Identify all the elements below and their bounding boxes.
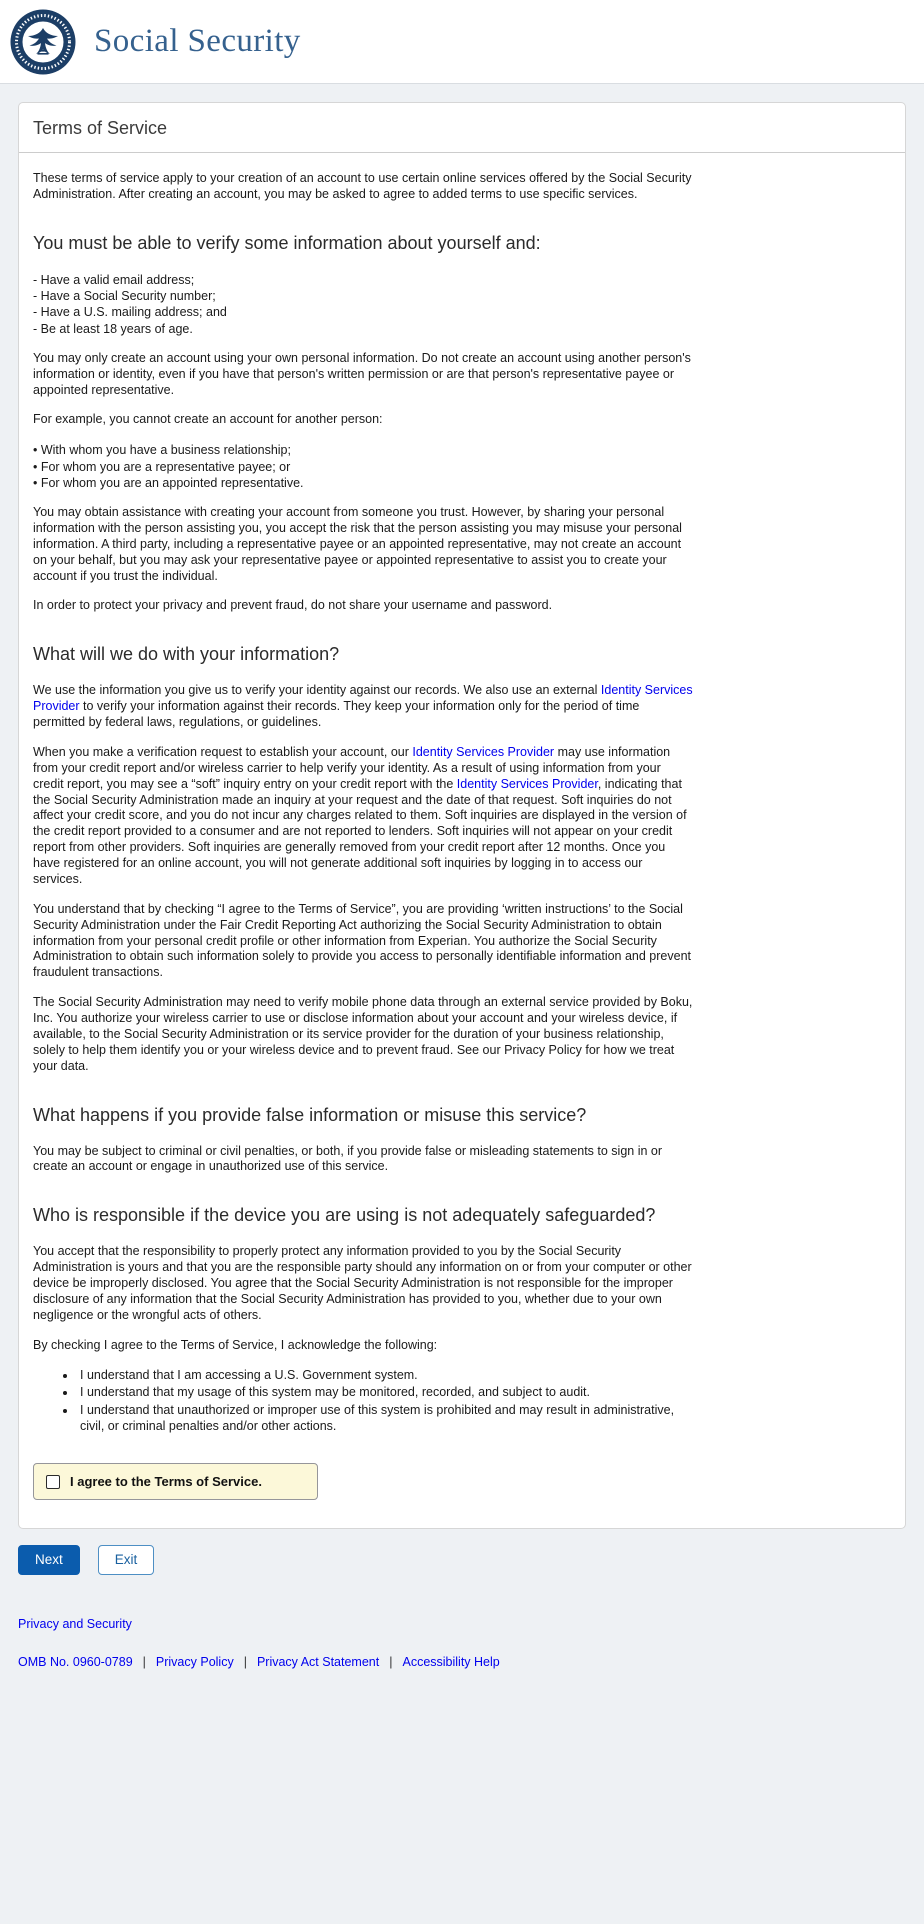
list-item: • I understand that unauthorized or improper use of this system is prohibited and may result in administrative, civil, or criminal penalties and/or other actions. — [77, 1403, 693, 1435]
privacy-act-statement-link[interactable]: Privacy Act Statement — [256, 1654, 380, 1669]
paragraph-info-1 — [33, 683, 693, 731]
text-segment: We use the information you give us to verify your identity against our records. We also use an external — [33, 683, 601, 698]
site-footer — [0, 1593, 924, 1709]
footer-links-row — [18, 1655, 906, 1669]
site-header — [0, 0, 924, 84]
agree-box — [33, 1463, 318, 1500]
heading-verify: You must be able to verify some information about yourself and: — [33, 232, 541, 253]
list-item: • I understand that my usage of this system may be monitored, recorded, and subject to audit. — [77, 1385, 693, 1401]
heading-information: What will we do with your information? — [33, 644, 340, 665]
text-segment: When you make a verification request to establish your account, our — [33, 744, 413, 759]
list-item: - Have a valid email address; — [33, 272, 195, 287]
ssa-seal-logo-icon — [10, 9, 76, 75]
identity-services-provider-link[interactable]: Identity Services Provider — [456, 776, 598, 791]
separator: | — [142, 1654, 146, 1669]
separator: | — [243, 1654, 247, 1669]
accessibility-help-link[interactable]: Accessibility Help — [402, 1654, 500, 1669]
paragraph-false-info: You may be subject to criminal or civil penalties, or both, if you provide false or misleading statements to sign in or create an account or engage in unauthorized use of this service. — [33, 1143, 663, 1174]
main-content — [0, 84, 924, 1593]
list-item: - Have a U.S. mailing address; and — [33, 305, 227, 320]
text-segment: may use information from your credit report and/or wireless carrier to help verify your identity. As a result of using information from your credit report, you may see a “soft” inquiry entry on your credit report with the — [33, 744, 671, 791]
brand-title: Social Security — [94, 23, 301, 59]
paragraph-example-intro: For example, you cannot create an account for another person: — [33, 412, 383, 427]
example-list — [33, 442, 693, 491]
paragraph-assistance: You may obtain assistance with creating your account from someone you trust. However, by sharing your personal information with the person assisting you, you accept the risk that the person assisting you may misuse your personal information. A third party, including a representative payee or an appointed representative, may not create an account on your behalf, but you may ask your representative payee or appointed representative to assist you to create your account if you trust the individual. — [33, 505, 682, 583]
agree-checkbox[interactable] — [46, 1475, 60, 1489]
heading-false-info: What happens if you provide false information or misuse this service? — [33, 1104, 587, 1125]
paragraph-acknowledge-intro: By checking I agree to the Terms of Service, I acknowledge the following: — [33, 1337, 438, 1352]
paragraph-device: You accept that the responsibility to properly protect any information provided to you by the Social Security Administration is yours and that you are the responsible party should any information on or from your computer or other device be improperly disclosed. You agree that the Social Security Administration is not responsible for the improper disclosure of any information that the Social Security Administration has provided to you, whether due to your own negligence or the wrongful acts of others. — [33, 1244, 692, 1322]
privacy-policy-link[interactable]: Privacy Policy — [155, 1654, 234, 1669]
paragraph-boku: The Social Security Administration may need to verify mobile phone data through an external service provided by Boku, Inc. You authorize your wireless carrier to use or disclose information about your account and your wireless device, if available, to the Social Security Administration or its service provider for the duration of your business relationship, solely to help them identify you or your wireless device and to prevent fraud. See our Privacy Policy for how we treat your data. — [33, 995, 693, 1073]
paragraph-privacy-note: In order to protect your privacy and prevent fraud, do not share your username and password. — [33, 598, 553, 613]
terms-card — [18, 102, 906, 1529]
omb-number-link[interactable]: OMB No. 0960-0789 — [18, 1654, 133, 1669]
list-item: • With whom you have a business relationship; — [33, 443, 291, 458]
identity-services-provider-link[interactable]: Identity Services Provider — [412, 744, 555, 759]
paragraph-info-2 — [33, 745, 693, 888]
acknowledge-list — [33, 1368, 693, 1436]
exit-button[interactable]: Exit — [98, 1545, 155, 1575]
separator: | — [389, 1654, 393, 1669]
text-segment: to verify your information against their records. They keep your information only for the period of time permitted by federal laws, regulations, or guidelines. — [33, 699, 640, 729]
action-buttons — [18, 1545, 906, 1575]
heading-device: Who is responsible if the device you are using is not adequately safeguarded? — [33, 1205, 656, 1226]
paragraph-fcra: You understand that by checking “I agree to the Terms of Service”, you are providing ‘written instructions’ to the Social Security Administration under the Fair Credit Reporting Act authorizing the Social Security Administration to obtain information from your personal credit profile or other information from Experian. You authorize the Social Security Administration to obtain such information solely to provide you access to personally identifiable information and prevent fraudulent transactions. — [33, 901, 692, 980]
text-column — [33, 171, 693, 1500]
list-item: • I understand that I am accessing a U.S. Government system. — [77, 1368, 693, 1384]
list-item: - Be at least 18 years of age. — [33, 321, 193, 336]
identity-services-provider-link[interactable]: Identity Services Provider — [33, 683, 693, 714]
text-segment: , indicating that the Social Security Administration made an inquiry at your request and the date of that request. Soft inquiries do not affect your credit score, and you do not incur any charges related to them. Soft inquiries are displayed in the version of the credit report provided to a consumer and are not reported to lenders. Soft inquiries will not appear on your credit report from other providers. Soft inquiries are generally removed from your credit report after 12 months. Once you have registered for an online account, you will not generate additional soft inquiries by logging in to access our services. — [33, 776, 687, 886]
agree-label[interactable]: I agree to the Terms of Service. — [70, 1474, 262, 1489]
list-item: • For whom you are a representative payee; or — [33, 459, 291, 474]
paragraph-own-info: You may only create an account using your own personal information. Do not create an account using another person's information or identity, even if you have that person's written permission or are that person's representative payee or appointed representative. — [33, 350, 691, 397]
page-title: Terms of Service — [33, 118, 168, 138]
list-item: - Have a Social Security number; — [33, 289, 216, 303]
privacy-and-security-link[interactable]: Privacy and Security — [18, 1616, 132, 1631]
paragraph-intro: These terms of service apply to your creation of an account to use certain online services offered by the Social Security Administration. After creating an account, you may be asked to agree to added terms to use specific services. — [33, 171, 692, 201]
list-item: • For whom you are an appointed representative. — [33, 475, 304, 490]
terms-body — [19, 153, 905, 1528]
verify-requirements-list — [33, 272, 693, 337]
next-button[interactable]: Next — [18, 1545, 80, 1575]
